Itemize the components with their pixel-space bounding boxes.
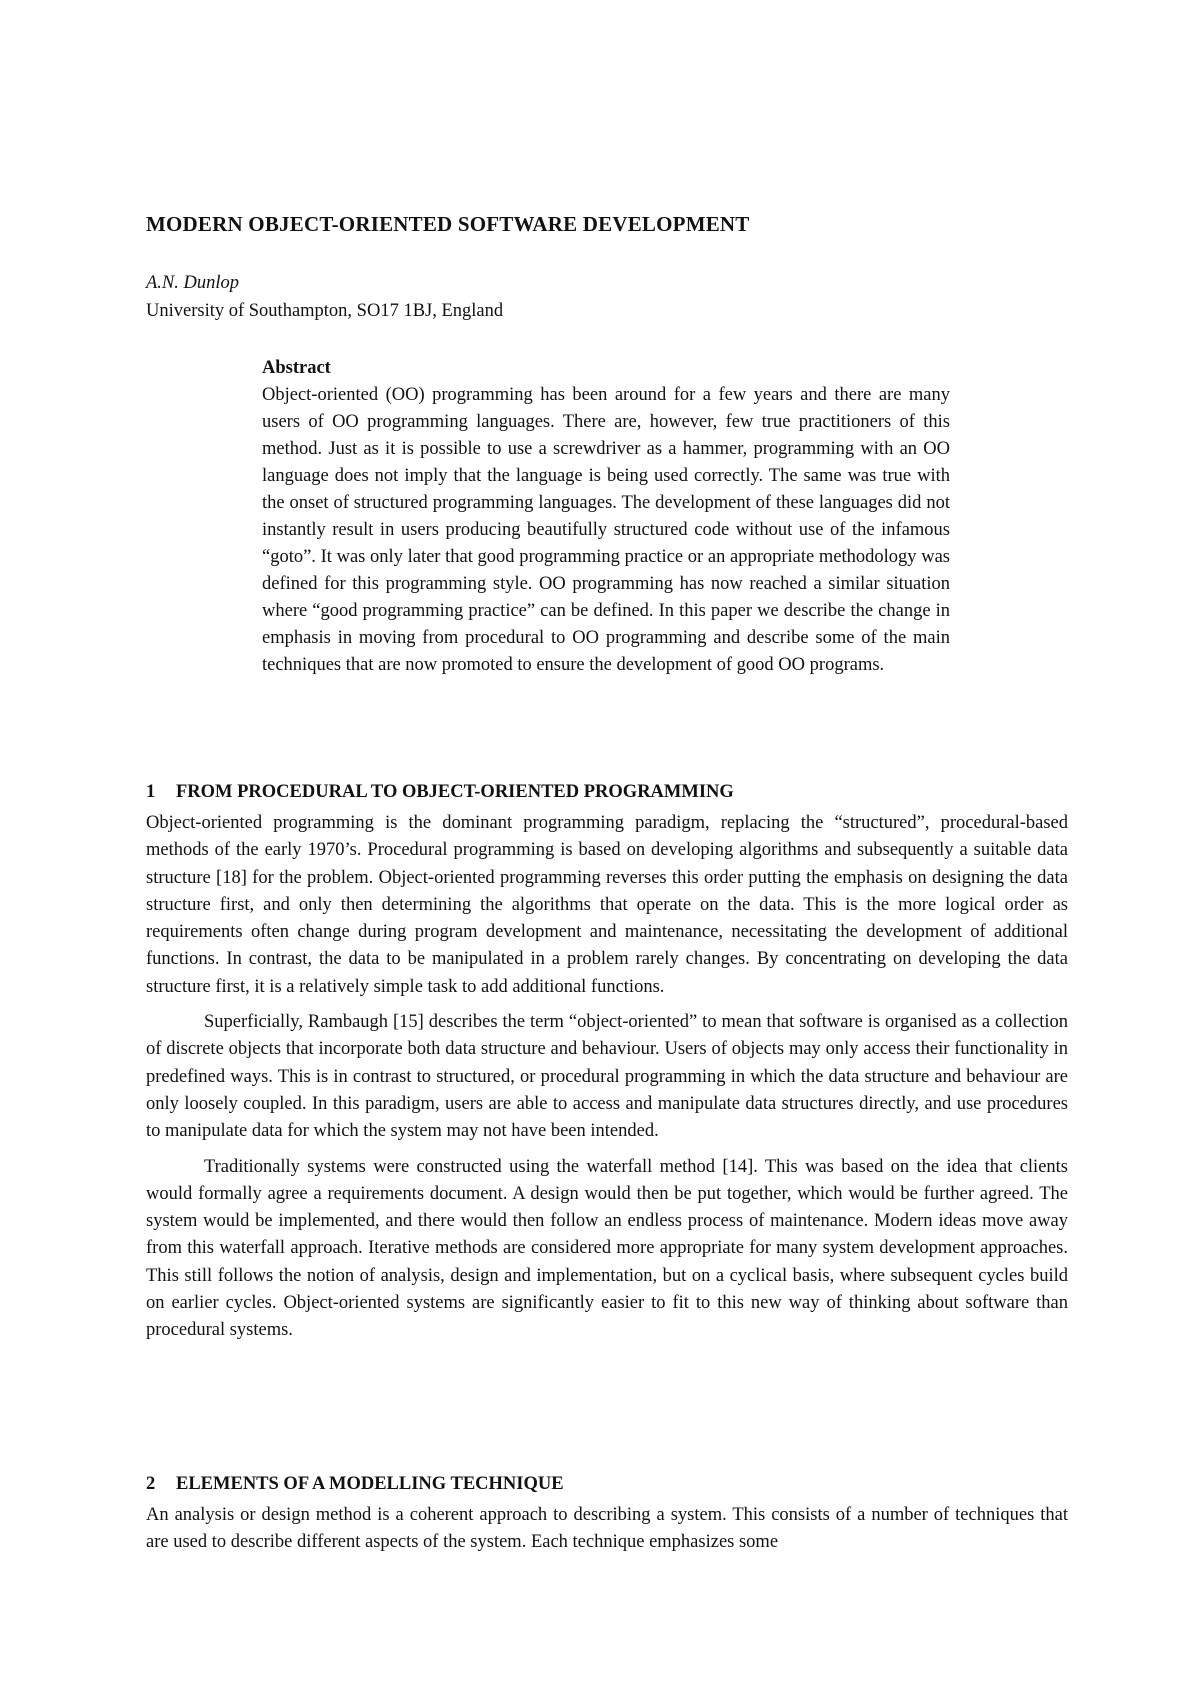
author-affiliation: University of Southampton, SO17 1BJ, England [146, 301, 504, 321]
abstract-heading: Abstract [262, 358, 331, 378]
paper-title: MODERN OBJECT-ORIENTED SOFTWARE DEVELOPMENT [146, 212, 750, 236]
section-2-body [146, 1502, 1068, 1565]
abstract-text: Object-oriented (OO) programming has been around for a few years and there are many users of OO programming languages. There are, however, few true practitioners of this method. Just as it is possible to use a screwdriver as a hammer, programming with an OO language does not imply that the language is being used correctly. The same was true with the onset of structured programming languages. The development of these languages did not instantly result in users producing beautifully structured code without use of the infamous “goto”. It was only later that good programming practice or an appropriate methodology was defined for this programming style. OO programming has now reached a similar situation where “good programming practice” can be defined. In this paper we describe the change in emphasis in moving from procedural to OO programming and describe some of the main techniques that are now promoted to ensure the development of good OO programs. [262, 385, 950, 675]
abstract-block [262, 355, 950, 679]
section-1-body [146, 810, 1068, 1353]
section-1-title: FROM PROCEDURAL TO OBJECT-ORIENTED PROGRAMMING [176, 782, 734, 802]
author-name: A.N. Dunlop [146, 273, 240, 293]
section-2-number: 2 [146, 1474, 156, 1494]
section-1-heading [146, 782, 734, 803]
section-1-paragraph-3: Traditionally systems were constructed using the waterfall method [14]. This was based on the idea that clients would formally agree a requirements document. A design would then be put together, which would be further agreed. The system would be implemented, and there would then follow an endless process of maintenance. Modern ideas move away from this waterfall approach. Iterative methods are considered more appropriate for many system development approaches. This still follows the notion of analysis, design and implementation, but on a cyclical basis, where subsequent cycles build on earlier cycles. Object-oriented systems are significantly easier to fit to this new way of thinking about software than procedural systems. [146, 1156, 1068, 1341]
section-1-paragraph-2: Superficially, Rambaugh [15] describes the term “object-oriented” to mean that software is organised as a collection of discrete objects that incorporate both data structure and behaviour. Users of objects may only access their functionality in predefined ways. This is in contrast to structured, or procedural programming in which the data structure and behaviour are only loosely coupled. In this paradigm, users are able to access and manipulate data structures directly, and use procedures to manipulate data for which the system may not have been intended. [146, 1012, 1068, 1142]
section-1-paragraph-1: Object-oriented programming is the dominant programming paradigm, replacing the “structured”, procedural-based methods of the early 1970’s. Procedural programming is based on developing algorithms and subsequently a suitable data structure [18] for the problem. Object-oriented programming reverses this order putting the emphasis on designing the data structure first, and only then determining the algorithms that operate on the data. This is the more logical order as requirements often change during program development and maintenance, necessitating the development of additional functions. In contrast, the data to be manipulated in a problem rarely changes. By concentrating on developing the data structure first, it is a relatively simple task to add additional functions. [146, 813, 1068, 997]
section-1-number: 1 [146, 782, 156, 802]
section-2-heading [146, 1474, 564, 1495]
section-2-paragraph-1: An analysis or design method is a coherent approach to describing a system. This consists of a number of techniques that are used to describe different aspects of the system. Each technique emphasizes some [146, 1505, 1068, 1553]
section-2-title: ELEMENTS OF A MODELLING TECHNIQUE [176, 1474, 564, 1494]
